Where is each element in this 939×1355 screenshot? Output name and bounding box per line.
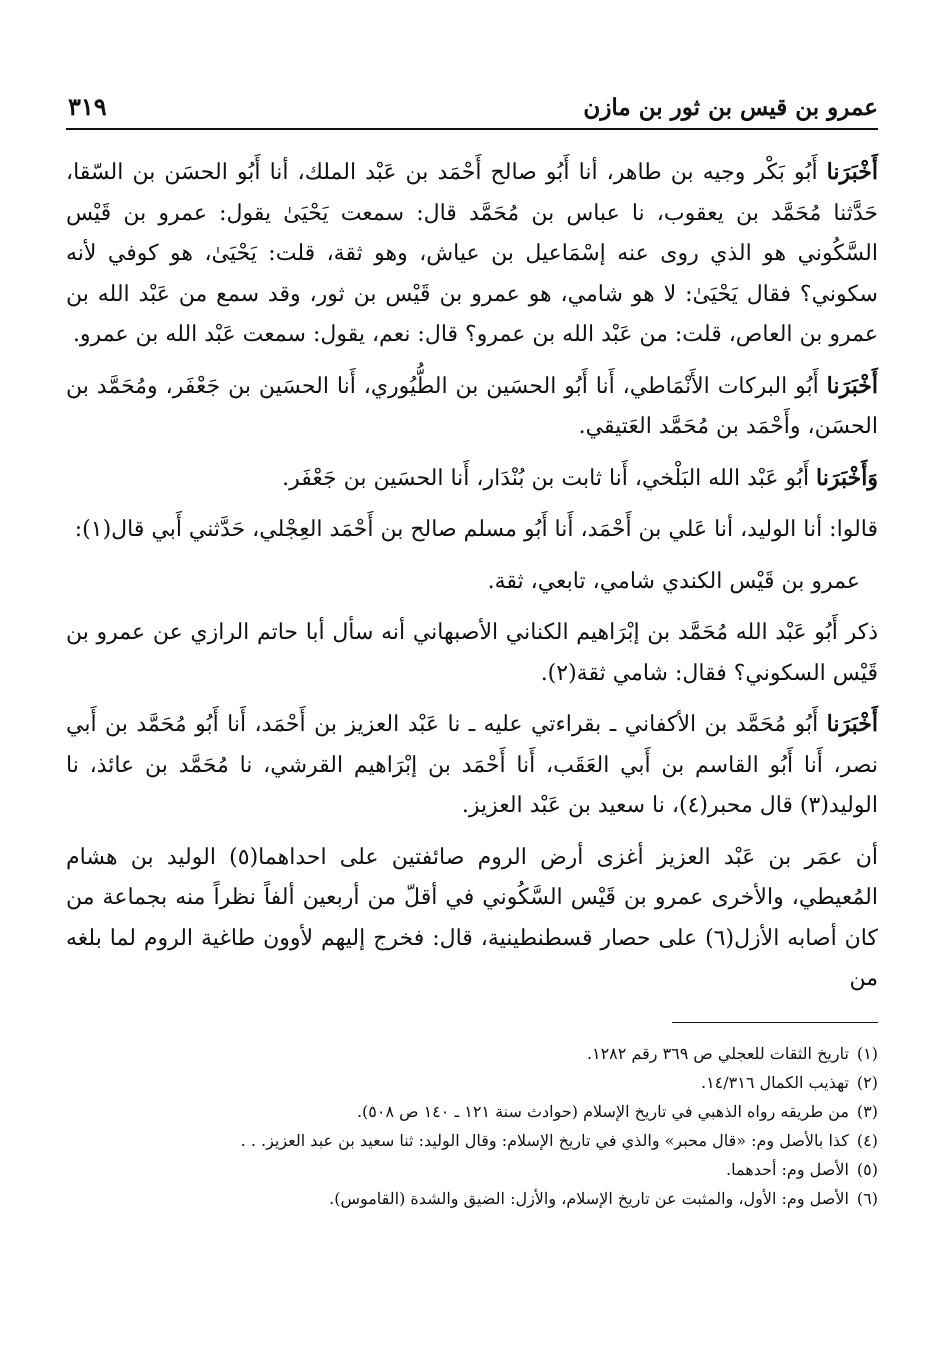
footnote-number: (٣) bbox=[856, 1101, 878, 1121]
paragraph-text: قالوا: أنا الوليد، أنا عَلي بن أَحْمَد، أَنا أَبُو مسلم صالح بن أَحْمَد العِجْلي، حَدَّثني أَبي قال(١): bbox=[74, 517, 878, 542]
running-title: عمرو بن قيس بن ثور بن مازن bbox=[583, 94, 878, 121]
footnote-text: الأصل وم: الأول، والمثبت عن تاريخ الإسلام، والأزل: الضيق والشدة (القاموس). bbox=[329, 1188, 849, 1208]
footnote bbox=[66, 1155, 878, 1184]
footnote bbox=[66, 1068, 878, 1097]
footnotes bbox=[66, 1039, 878, 1213]
footnote-number: (٢) bbox=[856, 1072, 878, 1092]
footnote bbox=[66, 1039, 878, 1068]
footnote-text: الأصل وم: أحدهما. bbox=[726, 1159, 849, 1179]
body-text bbox=[66, 152, 878, 1000]
footnote bbox=[66, 1126, 878, 1155]
footnote-text: من طريقه رواه الذهبي في تاريخ الإسلام (حوادث سنة ١٢١ ـ ١٤٠ ص ٥٠٨). bbox=[356, 1101, 849, 1121]
footnote-text: تاريخ الثقات للعجلي ص ٣٦٩ رقم ١٢٨٢. bbox=[586, 1043, 849, 1063]
paragraph-text: أَبُو البركات الأَنْمَاطي، أَنا أَبُو الحسَين بن الطُّيُوري، أَنا الحسَين بن جَعْفَر، ومُحَمَّد بن الحسَن، وأَحْمَد بن مُحَمَّد العَتيقي. bbox=[66, 373, 878, 439]
footnote-separator bbox=[672, 1022, 878, 1023]
footnote-number: (٥) bbox=[856, 1159, 878, 1179]
paragraph-6 bbox=[66, 612, 878, 694]
paragraph-text: عمرو بن قَيْس الكندي شامي، تابعي، ثقة. bbox=[487, 568, 860, 594]
footnote-text: كذا بالأصل وم: «قال محبر» والذي في تاريخ الإسلام: وقال الوليد: ثنا سعيد بن عبد العزيز. . . bbox=[240, 1130, 849, 1150]
paragraph-5 bbox=[66, 561, 878, 603]
paragraph-lead: وَأَخْبَرَنا bbox=[816, 464, 878, 491]
paragraph-text: أن عمَر بن عَبْد العزيز أغزى أرض الروم صائفتين على احداهما(٥) الوليد بن هشام المُعيطي، والأخرى عمرو بن قَيْس السَّكُوني في أقلّ من أربعين ألفاً نظراً منه بجماعة من كان أصابه الأزل(٦) على حصار قسطنطينية، قال: فخرج إليهم لأوون طاغية الروم لما بلغه من bbox=[66, 844, 879, 991]
footnote-text: تهذيب الكمال ١٤/٣١٦. bbox=[700, 1072, 849, 1092]
paragraph-7 bbox=[66, 704, 878, 827]
paragraph-lead: أَخْبَرَنا bbox=[826, 372, 878, 399]
paragraph-text: ذكر أَبُو عَبْد الله مُحَمَّد بن إبْرَاهيم الكناني الأصبهاني أنه سأل أبا حاتم الرازي عن عمرو بن قَيْس السكوني؟ فقال: شامي ثقة(٢). bbox=[66, 620, 878, 686]
paragraph-lead: أَخْبَرَنا bbox=[826, 159, 878, 185]
footnote bbox=[66, 1184, 878, 1213]
paragraph-3 bbox=[66, 458, 878, 500]
paragraph-text: أَبُو عَبْد الله البَلْخي، أَنا ثابت بن بُنْدَار، أَنا الحسَين بن جَعْفَر. bbox=[282, 465, 817, 491]
paragraph-8 bbox=[66, 837, 878, 1000]
running-head bbox=[66, 88, 878, 130]
paragraph-lead: أَخْبَرَنا bbox=[826, 711, 878, 737]
paragraph-4 bbox=[66, 509, 878, 551]
paragraph-text: أَبُو بَكْر وجيه بن طاهر، أنا أَبُو صالح أَحْمَد بن عَبْد الملك، أنا أَبُو الحسَن بن السّقا، حَدَّثنا مُحَمَّد بن يعقوب، نا عباس بن مُحَمَّد قال: سمعت يَحْيَىٰ يقول: عمرو بن قَيْس السَّكُوني هو الذي روى عنه إسْمَاعيل بن عياش، وهو ثقة، قلت: يَحْيَىٰ، هو كوفي لأنه سكوني؟ فقال يَحْيَىٰ: لا هو شامي، هو عمرو بن قَيْس بن ثور، وقد سمع من عَبْد الله بن عمرو بن العاص، قلت: من عَبْد الله بن عمرو؟ قال: نعم، يقول: سمعت عَبْد الله بن عمرو. bbox=[66, 160, 878, 347]
paragraph-text: أَبُو مُحَمَّد بن الأكفاني ـ بقراءتي عليه ـ نا عَبْد العزيز بن أَحْمَد، أَنا أَبُو مُحَمَّد بن أَبي نصر، أَنا أَبُو القاسم بن أَبي العَقَب، أَنا أَحْمَد بن إبْرَاهيم القرشي، نا مُحَمَّد بن عائذ، نا الوليد(٣) قال محبر(٤)، نا سعيد بن عَبْد العزيز. bbox=[66, 712, 878, 818]
footnote-number: (٤) bbox=[856, 1130, 878, 1150]
paragraph-1 bbox=[66, 152, 878, 356]
paragraph-2 bbox=[66, 366, 878, 448]
page-number: ٣١٩ bbox=[68, 92, 107, 121]
footnote-number: (١) bbox=[856, 1043, 878, 1063]
book-page bbox=[66, 88, 878, 1213]
footnote-number: (٦) bbox=[856, 1188, 878, 1208]
footnote bbox=[66, 1097, 878, 1126]
